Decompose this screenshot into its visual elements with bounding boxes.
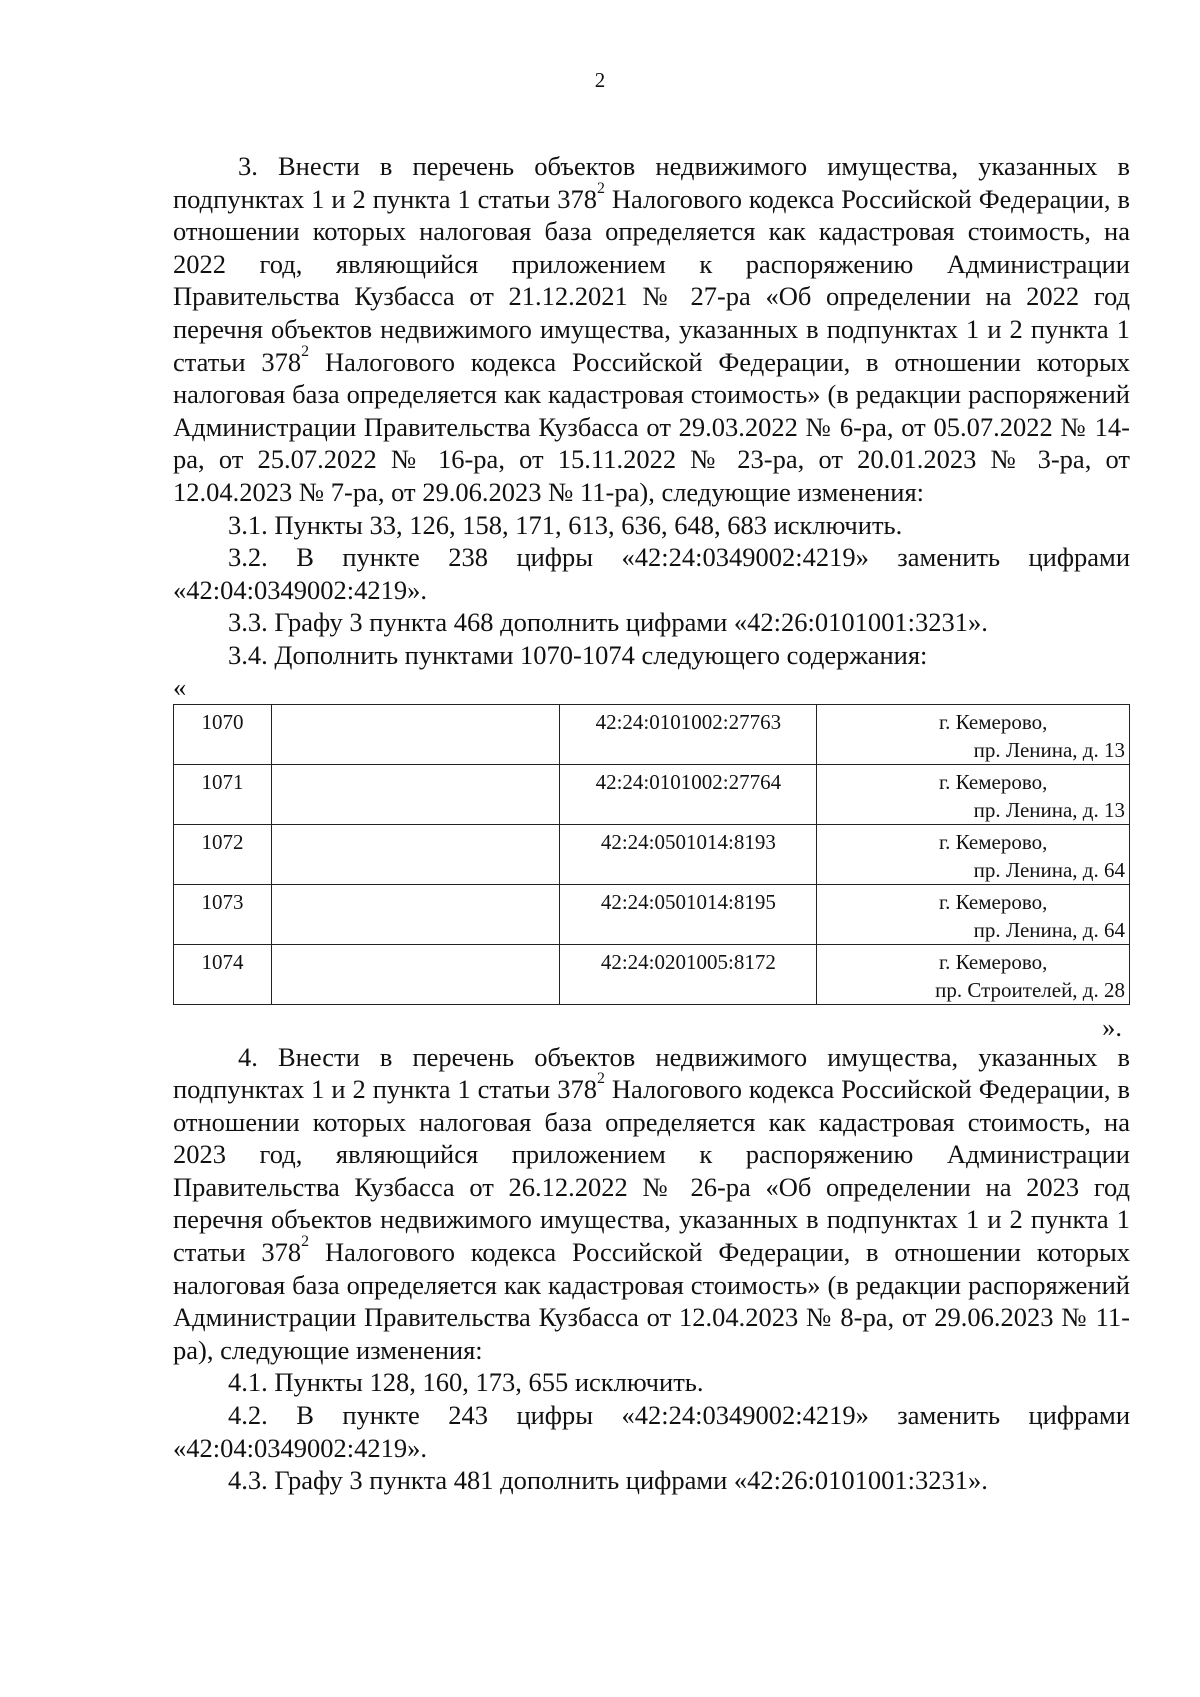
superscript: 2 [596,179,605,197]
address-street: пр. Ленина, д. 64 [973,917,1125,942]
object-name [271,884,560,944]
object-name [271,944,560,1004]
table-row [174,764,1130,824]
row-number: 1073 [174,884,272,944]
section-4-intro-text-3: Налогового кодекса Российской Федерации, в отношении которых налоговая база определяется как кадастровая стоимость» (в редакции распоряжений Администрации Правительства Кузбасса от 12.04.2023 № 8-ра, от 29.06.2023 № 11-ра), следующие изменения: [173,1237,1131,1365]
address [817,944,1130,1004]
item-4-2: 4.2. В пункте 243 цифры «42:24:0349002:4219» заменить цифрами «42:04:0349002:4219». [173,1400,1130,1463]
row-number: 1070 [174,704,272,764]
address-city: г. Кемерово, [938,769,1048,794]
table-row [174,704,1130,764]
table-row [174,944,1130,1004]
section-3-intro-text-1: 3. Внести в перечень объектов недвижимого имущества, указанных в подпунктах 1 и 2 пункта 1 статьи 378 [173,151,1130,214]
address-city: г. Кемерово, [938,889,1048,914]
section-3-intro [173,150,1130,509]
section-4-intro-text-2: Налогового кодекса Российской Федерации, в отношении которых налоговая база определяется как кадастровая стоимость, на 2023 год, являющийся приложением к распоряжению Администрации Правительства Кузбасса от 26.12.2022 № 26-ра «Об определении на 2023 год перечня объектов недвижимого имущества, указанных в подпунктах 1 и 2 пункта 1 статьи 378 [173,1074,1130,1268]
cadastral-number: 42:24:0501014:8195 [560,884,817,944]
address-street: пр. Ленина, д. 13 [973,737,1125,762]
superscript: 2 [301,342,310,360]
quote-close: ». [1102,1011,1122,1042]
page-number: 2 [594,68,606,92]
object-name [271,704,560,764]
row-number: 1072 [174,824,272,884]
object-name [271,824,560,884]
address-street: пр. Строителей, д. 28 [935,977,1125,1002]
address-city: г. Кемерово, [938,949,1048,974]
item-3-3: 3.3. Графу 3 пункта 468 дополнить цифрами «42:26:0101001:3231». [228,607,988,638]
superscript: 2 [301,1233,310,1251]
address [817,824,1130,884]
section-3-intro-text-2: Налогового кодекса Российской Федерации, в отношении которых налоговая база определяется как кадастровая стоимость, на 2022 год, являющийся приложением к распоряжению Администрации Правительства Кузбасса от 21.12.2021 № 27-ра «Об определении на 2022 год перечня объектов недвижимого имущества, указанных в подпунктах 1 и 2 пункта 1 статьи 378 [173,183,1130,377]
additions-table [173,704,1130,1005]
item-3-1: 3.1. Пункты 33, 126, 158, 171, 613, 636, 648, 683 исключить. [228,509,903,540]
address-city: г. Кемерово, [938,709,1048,734]
table-row [174,824,1130,884]
address [817,764,1130,824]
row-number: 1071 [174,764,272,824]
section-4-intro-text-1: 4. Внести в перечень объектов недвижимого имущества, указанных в подпунктах 1 и 2 пункта 1 статьи 378 [173,1041,1130,1105]
cadastral-number: 42:24:0101002:27763 [560,704,817,764]
cadastral-number: 42:24:0501014:8193 [560,824,817,884]
item-4-1: 4.1. Пункты 128, 160, 173, 655 исключить. [228,1367,704,1398]
object-name [271,764,560,824]
item-3-4: 3.4. Дополнить пунктами 1070-1074 следующего содержания: [228,639,928,670]
row-number: 1074 [174,944,272,1004]
superscript: 2 [596,1070,605,1088]
cadastral-number: 42:24:0201005:8172 [560,944,817,1004]
quote-open: « [173,671,187,702]
address-street: пр. Ленина, д. 13 [973,797,1125,822]
item-3-2: 3.2. В пункте 238 цифры «42:24:0349002:4219» заменить цифрами «42:04:0349002:4219». [173,542,1130,605]
table-row [174,884,1130,944]
cadastral-number: 42:24:0101002:27764 [560,764,817,824]
address [817,884,1130,944]
address-city: г. Кемерово, [938,829,1048,854]
address-street: пр. Ленина, д. 64 [973,857,1125,882]
item-4-3: 4.3. Графу 3 пункта 481 дополнить цифрами «42:26:0101001:3231». [228,1465,988,1496]
section-3-intro-text-3: Налогового кодекса Российской Федерации, в отношении которых налоговая база определяется как кадастровая стоимость» (в редакции распоряжений Администрации Правительства Кузбасса от 29.03.2022 № 6-ра, от 05.07.2022 № 14-ра, от 25.07.2022 № 16-ра, от 15.11.2022 № 23-ра, от 20.01.2023 № 3-ра, от 12.04.2023 № 7-ра, от 29.06.2023 № 11-ра), следующие изменения: [173,346,1131,507]
section-4-intro [173,1041,1130,1367]
document-body [173,150,1130,1497]
address [817,704,1130,764]
